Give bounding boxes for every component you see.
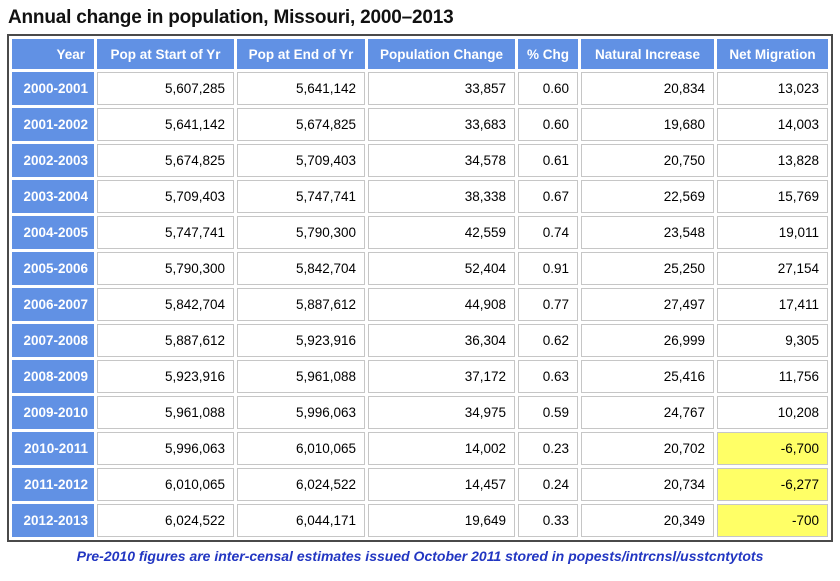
- value-cell: 0.67: [518, 180, 578, 213]
- value-cell: 20,750: [581, 144, 714, 177]
- value-cell: 13,828: [717, 144, 828, 177]
- value-cell: 14,003: [717, 108, 828, 141]
- value-cell: 0.74: [518, 216, 578, 249]
- year-cell: 2000-2001: [12, 72, 94, 105]
- header-row: [12, 39, 828, 69]
- value-cell: 5,641,142: [237, 72, 365, 105]
- value-cell: 33,683: [368, 108, 515, 141]
- table-row: [12, 180, 828, 213]
- highlighted-net-migration-cell: -700: [717, 504, 828, 537]
- table-row: [12, 324, 828, 357]
- value-cell: 5,709,403: [237, 144, 365, 177]
- value-cell: 34,975: [368, 396, 515, 429]
- value-cell: 10,208: [717, 396, 828, 429]
- value-cell: 9,305: [717, 324, 828, 357]
- value-cell: 44,908: [368, 288, 515, 321]
- year-cell: 2002-2003: [12, 144, 94, 177]
- value-cell: 5,996,063: [97, 432, 234, 465]
- value-cell: 5,674,825: [97, 144, 234, 177]
- column-header-population-change: Population Change: [368, 39, 515, 69]
- column-header-pop-at-start-of-yr: Pop at Start of Yr: [97, 39, 234, 69]
- column-header-pop-at-end-of-yr: Pop at End of Yr: [237, 39, 365, 69]
- value-cell: 13,023: [717, 72, 828, 105]
- value-cell: 6,024,522: [237, 468, 365, 501]
- value-cell: 5,641,142: [97, 108, 234, 141]
- value-cell: 5,790,300: [237, 216, 365, 249]
- table-row: [12, 288, 828, 321]
- value-cell: 25,416: [581, 360, 714, 393]
- table-row: [12, 360, 828, 393]
- column-header-natural-increase: Natural Increase: [581, 39, 714, 69]
- table-row: [12, 108, 828, 141]
- year-cell: 2007-2008: [12, 324, 94, 357]
- value-cell: 5,887,612: [237, 288, 365, 321]
- value-cell: 38,338: [368, 180, 515, 213]
- value-cell: 20,734: [581, 468, 714, 501]
- value-cell: 5,790,300: [97, 252, 234, 285]
- table-row: [12, 252, 828, 285]
- value-cell: 52,404: [368, 252, 515, 285]
- value-cell: 0.77: [518, 288, 578, 321]
- value-cell: 19,649: [368, 504, 515, 537]
- value-cell: 5,961,088: [97, 396, 234, 429]
- value-cell: 5,842,704: [97, 288, 234, 321]
- value-cell: 5,607,285: [97, 72, 234, 105]
- value-cell: 14,002: [368, 432, 515, 465]
- highlighted-net-migration-cell: -6,700: [717, 432, 828, 465]
- table-row: [12, 216, 828, 249]
- value-cell: 0.60: [518, 72, 578, 105]
- value-cell: 5,923,916: [237, 324, 365, 357]
- value-cell: 19,011: [717, 216, 828, 249]
- value-cell: 25,250: [581, 252, 714, 285]
- value-cell: 0.60: [518, 108, 578, 141]
- column-header-net-migration: Net Migration: [717, 39, 828, 69]
- table-row: [12, 144, 828, 177]
- value-cell: 27,497: [581, 288, 714, 321]
- column-header--chg: % Chg: [518, 39, 578, 69]
- value-cell: 36,304: [368, 324, 515, 357]
- value-cell: 5,709,403: [97, 180, 234, 213]
- table-row: [12, 432, 828, 465]
- value-cell: 0.33: [518, 504, 578, 537]
- value-cell: 0.24: [518, 468, 578, 501]
- value-cell: 20,702: [581, 432, 714, 465]
- value-cell: 24,767: [581, 396, 714, 429]
- page-title: Annual change in population, Missouri, 2000–2013: [8, 7, 454, 28]
- table-row: [12, 504, 828, 537]
- value-cell: 5,996,063: [237, 396, 365, 429]
- value-cell: 11,756: [717, 360, 828, 393]
- value-cell: 22,569: [581, 180, 714, 213]
- value-cell: 0.59: [518, 396, 578, 429]
- value-cell: 5,923,916: [97, 360, 234, 393]
- value-cell: 6,044,171: [237, 504, 365, 537]
- value-cell: 34,578: [368, 144, 515, 177]
- year-cell: 2010-2011: [12, 432, 94, 465]
- year-cell: 2012-2013: [12, 504, 94, 537]
- value-cell: 6,010,065: [97, 468, 234, 501]
- value-cell: 0.91: [518, 252, 578, 285]
- value-cell: 0.23: [518, 432, 578, 465]
- value-cell: 20,834: [581, 72, 714, 105]
- value-cell: 15,769: [717, 180, 828, 213]
- value-cell: 0.61: [518, 144, 578, 177]
- year-cell: 2003-2004: [12, 180, 94, 213]
- table-body: [12, 72, 828, 537]
- value-cell: 27,154: [717, 252, 828, 285]
- column-header-year: Year: [12, 39, 94, 69]
- value-cell: 5,842,704: [237, 252, 365, 285]
- table-row: [12, 72, 828, 105]
- table-row: [12, 468, 828, 501]
- year-cell: 2011-2012: [12, 468, 94, 501]
- value-cell: 0.63: [518, 360, 578, 393]
- value-cell: 0.62: [518, 324, 578, 357]
- year-cell: 2001-2002: [12, 108, 94, 141]
- footnote: Pre-2010 figures are inter-censal estimates issued October 2011 stored in popests/intrcnsl/usstcntytots: [76, 548, 764, 564]
- value-cell: 6,024,522: [97, 504, 234, 537]
- population-table: [7, 34, 833, 542]
- value-cell: 37,172: [368, 360, 515, 393]
- year-cell: 2009-2010: [12, 396, 94, 429]
- table-row: [12, 396, 828, 429]
- value-cell: 5,887,612: [97, 324, 234, 357]
- value-cell: 42,559: [368, 216, 515, 249]
- value-cell: 23,548: [581, 216, 714, 249]
- value-cell: 5,747,741: [237, 180, 365, 213]
- value-cell: 14,457: [368, 468, 515, 501]
- value-cell: 19,680: [581, 108, 714, 141]
- year-cell: 2005-2006: [12, 252, 94, 285]
- value-cell: 17,411: [717, 288, 828, 321]
- value-cell: 5,674,825: [237, 108, 365, 141]
- value-cell: 20,349: [581, 504, 714, 537]
- value-cell: 33,857: [368, 72, 515, 105]
- highlighted-net-migration-cell: -6,277: [717, 468, 828, 501]
- year-cell: 2006-2007: [12, 288, 94, 321]
- value-cell: 5,961,088: [237, 360, 365, 393]
- value-cell: 26,999: [581, 324, 714, 357]
- value-cell: 6,010,065: [237, 432, 365, 465]
- year-cell: 2004-2005: [12, 216, 94, 249]
- value-cell: 5,747,741: [97, 216, 234, 249]
- year-cell: 2008-2009: [12, 360, 94, 393]
